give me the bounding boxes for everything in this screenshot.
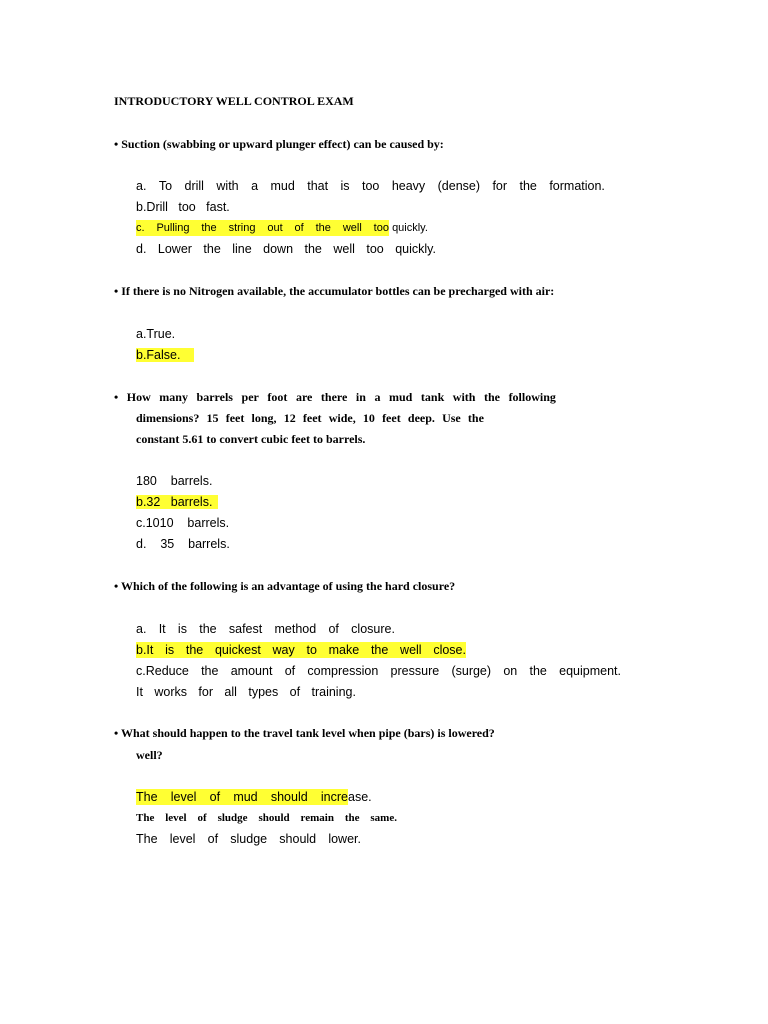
q3-option-d: d. 35 barrels. [136, 537, 230, 551]
bullet: • [114, 284, 119, 298]
q5-option-c: The level of sludge should lower. [136, 832, 361, 846]
question-5-text: What should happen to the travel tank level when pipe (bars) is lowered? [121, 726, 495, 740]
bullet: • [114, 726, 119, 740]
q4-option-b [136, 642, 466, 658]
q3-option-b [136, 494, 218, 510]
q5-option-b: The level of sludge should remain the same. [136, 812, 397, 824]
question-4 [114, 578, 455, 594]
question-2 [114, 283, 554, 299]
q1-option-b-text: b.Drill too fast. [136, 200, 230, 214]
answer-highlight: b.False. [136, 348, 194, 362]
question-5 [114, 725, 495, 741]
question-3-line-3: constant 5.61 to convert cubic feet to barrels. [136, 432, 366, 446]
q4-option-c: c.Reduce the amount of compression pressure (surge) on the equipment. [136, 664, 621, 678]
bullet: • [114, 579, 119, 593]
question-3-line-2: dimensions? 15 feet long, 12 feet wide, 10 feet deep. Use the [136, 411, 484, 425]
question-2-text: If there is no Nitrogen available, the accumulator bottles can be precharged with air: [121, 284, 555, 298]
answer-highlight: b.32 barrels. [136, 495, 218, 509]
question-4-text: Which of the following is an advantage of using the hard closure? [121, 579, 456, 593]
q5-option-a [136, 789, 372, 805]
answer-highlight: The level of mud should incre [136, 790, 348, 804]
bullet: • [114, 137, 119, 151]
answer-highlight: b.It is the quickest way to make the well close. [136, 643, 466, 657]
q1-option-b [136, 199, 230, 215]
q2-option-b [136, 347, 194, 363]
exam-title: INTRODUCTORY WELL CONTROL EXAM [114, 94, 354, 108]
q3-option-c: c.1010 barrels. [136, 516, 230, 530]
q4-option-a: a. It is the safest method of closure. [136, 622, 395, 636]
question-1 [114, 136, 444, 152]
q1-option-c [136, 220, 428, 236]
answer-highlight: c. Pulling the string out of the well too [136, 222, 389, 234]
question-1-text: Suction (swabbing or upward plunger effect) can be caused by: [121, 137, 444, 151]
question-3-line-1: • How many barrels per foot are there in a mud tank with the following [114, 390, 556, 404]
q4-option-d: It works for all types of training. [136, 685, 356, 699]
q1-option-c-tail: quickly. [392, 222, 428, 234]
q5-option-a-tail: ase. [348, 790, 372, 804]
q1-option-d: d. Lower the line down the well too quickly. [136, 242, 436, 256]
q3-option-a: 180 barrels. [136, 474, 213, 488]
question-5-line-2: well? [136, 748, 163, 762]
q1-option-a: a. To drill with a mud that is too heavy (dense) for the formation. [136, 179, 605, 193]
q2-option-a: a.True. [136, 327, 176, 341]
